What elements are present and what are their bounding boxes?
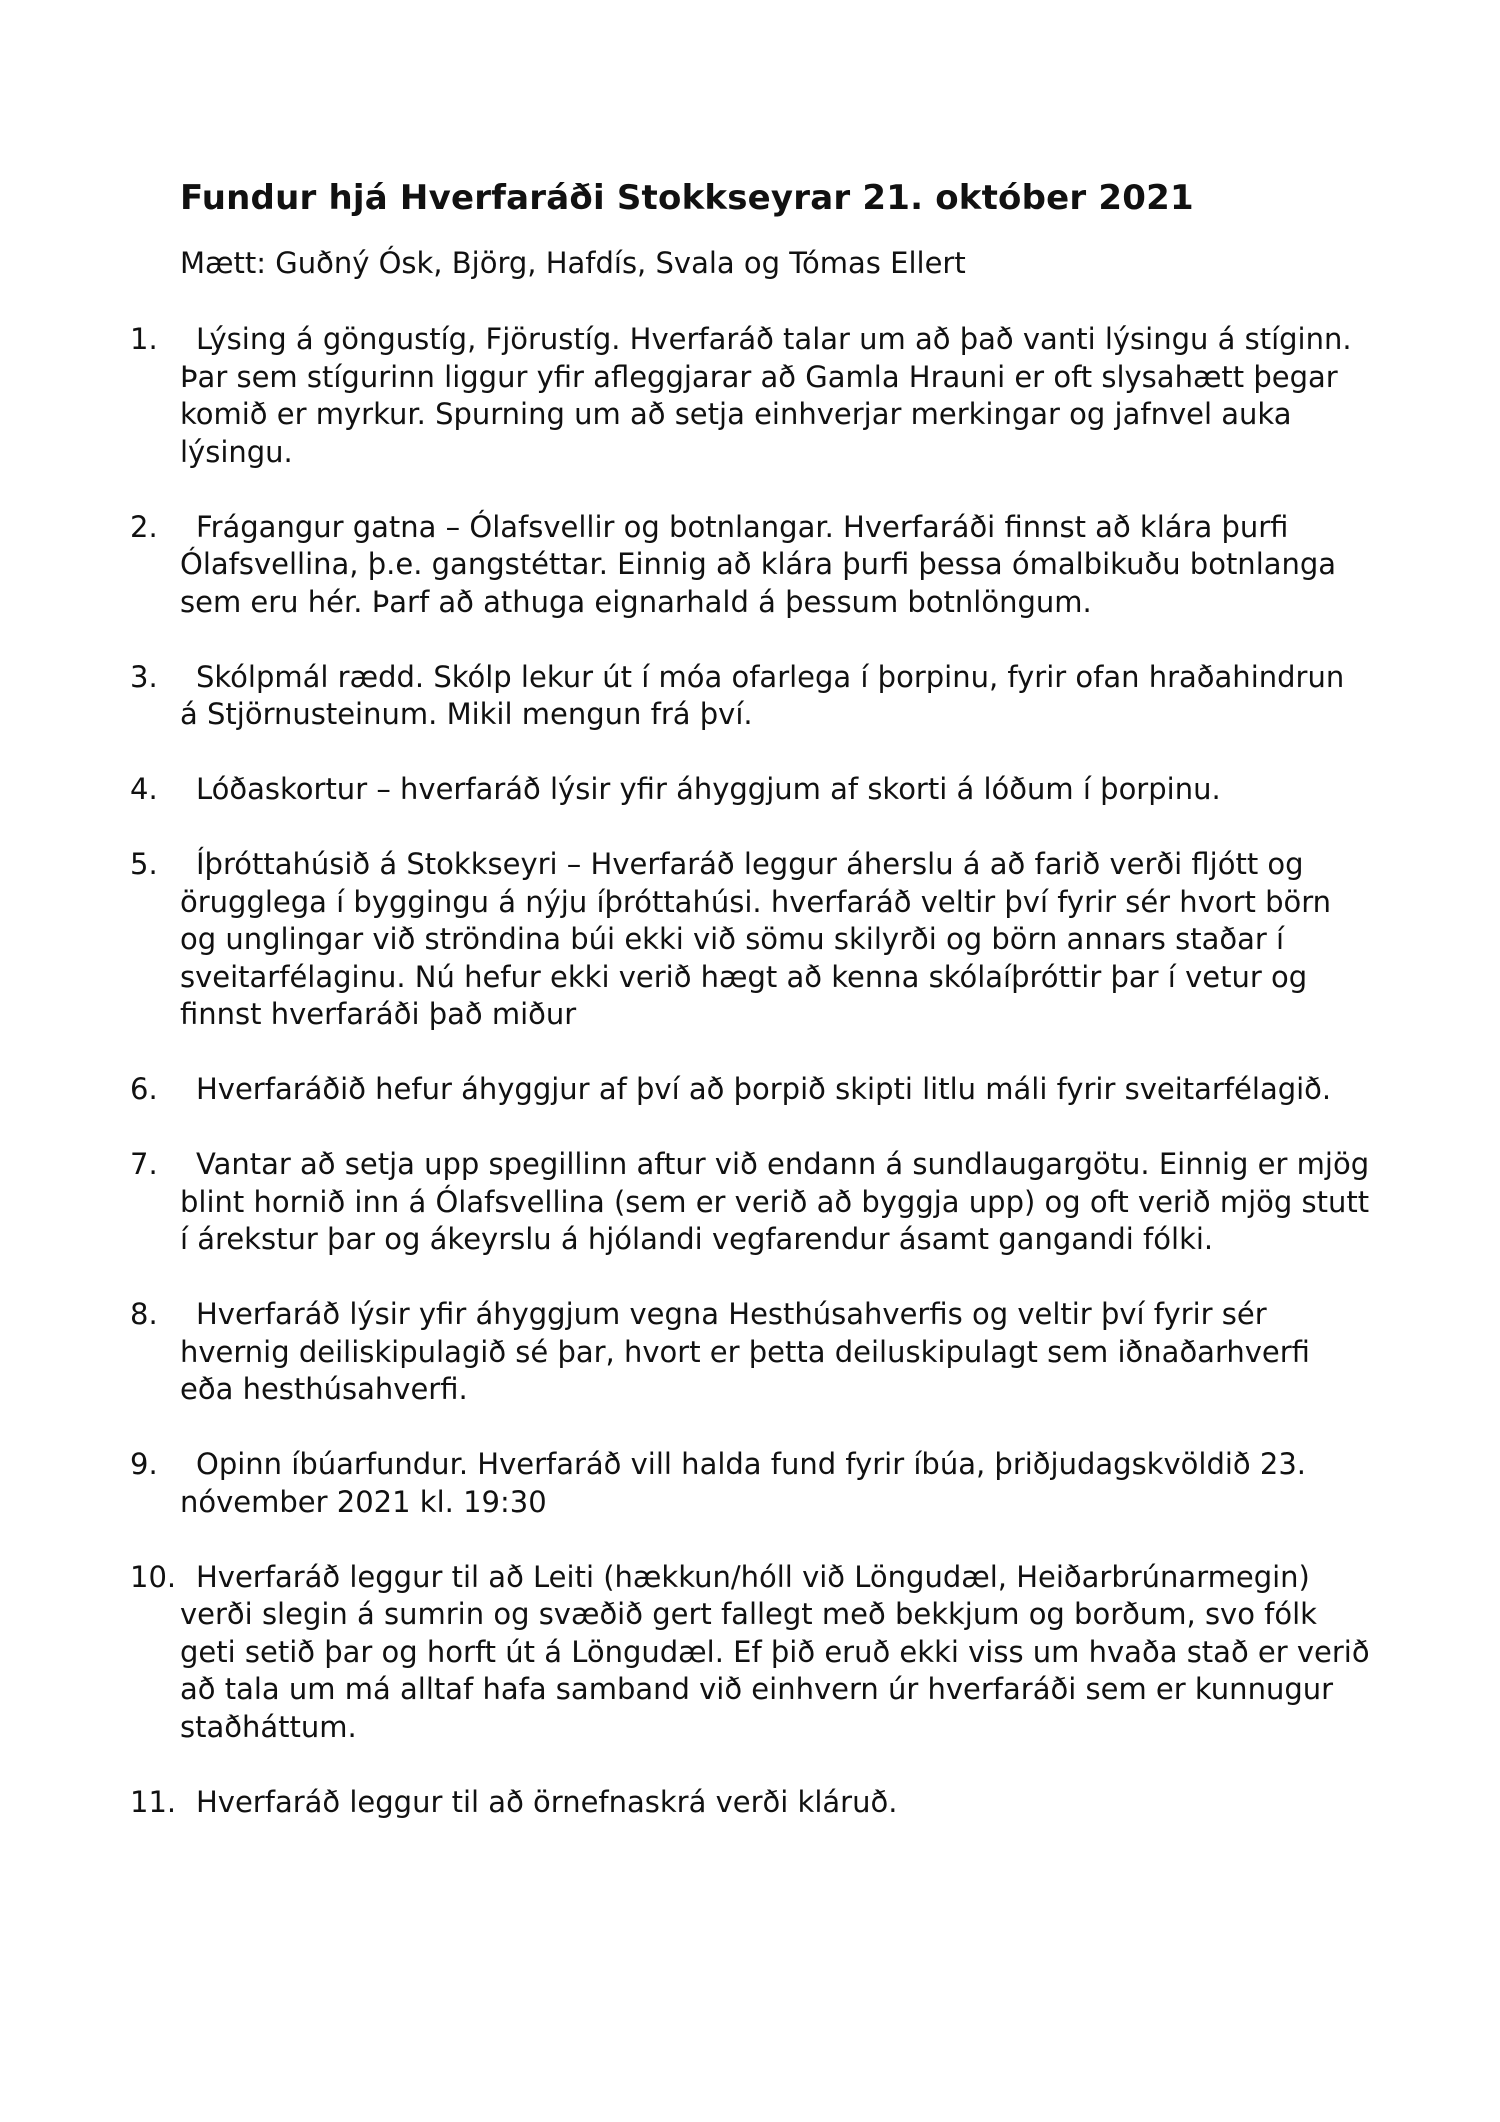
document-title: Fundur hjá Hverfaráði Stokkseyrar 21. október 2021: [180, 178, 1194, 218]
agenda-item-number: 3.: [130, 659, 158, 694]
agenda-item: [130, 1071, 1370, 1109]
attendees-line: Mætt: Guðný Ósk, Björg, Hafdís, Svala og Tómas Ellert: [180, 246, 966, 280]
agenda-item-number: 11.: [130, 1784, 177, 1819]
agenda-item: [130, 1559, 1370, 1747]
agenda-item: [130, 1146, 1370, 1259]
agenda-item-text: Hverfaráðið hefur áhyggjur af því að þorpið skipti litlu máli fyrir sveitarfélagið.: [196, 1072, 1332, 1106]
agenda-item: [130, 1446, 1370, 1521]
agenda-item: [130, 321, 1370, 471]
agenda-item-text: Skólpmál rædd. Skólp lekur út í móa ofarlega í þorpinu, fyrir ofan hraðahindrun á Stjörnusteinum. Mikil mengun frá því.: [180, 659, 1345, 731]
agenda-item-text: Opinn íbúarfundur. Hverfaráð vill halda fund fyrir íbúa, þriðjudagskvöldið 23. nóvember 2021 kl. 19:30: [180, 1447, 1306, 1519]
agenda-item-number: 8.: [130, 1297, 158, 1331]
agenda-item: [130, 1296, 1370, 1409]
agenda-item-number: 10.: [130, 1559, 177, 1594]
agenda-item-text: Hverfaráð leggur til að örnefnaskrá verði kláruð.: [196, 1784, 898, 1819]
agenda-item-number: 1.: [130, 322, 158, 356]
agenda-item-number: 6.: [130, 1072, 158, 1106]
agenda-item-number: 2.: [130, 509, 158, 544]
agenda-item: [130, 771, 1370, 809]
agenda-item-text: Hverfaráð leggur til að Leiti (hækkun/hóll við Löngudæl, Heiðarbrúnarmegin) verði slegin á sumrin og svæðið gert fallegt með bekkjum og borðum, svo fólk geti setið þar og horft út á Löngudæl. Ef þið eruð ekki viss um hvaða stað er verið að tala um má alltaf hafa samband við einhvern úr hverfaráði sem er kunnugur staðháttum.: [180, 1559, 1370, 1744]
agenda-item-number: 5.: [130, 847, 158, 881]
agenda-list: [130, 321, 1370, 1859]
agenda-item-text: Hverfaráð lýsir yfir áhyggjum vegna Hesthúsahverfis og veltir því fyrir sér hvernig deiliskipulagið sé þar, hvort er þetta deiluskipulagt sem iðnaðarhverfi eða hesthúsahverfi.: [180, 1297, 1310, 1406]
agenda-item-number: 7.: [130, 1147, 158, 1181]
agenda-item-text: Frágangur gatna – Ólafsvellir og botnlangar. Hverfaráði finnst að klára þurfi Ólafsvellina, þ.e. gangstéttar. Einnig að klára þurfi þessa ómalbikuðu botnlanga sem eru hér. Þarf að athuga eignarhald á þessum botnlöngum.: [180, 509, 1337, 619]
agenda-item: [130, 509, 1370, 622]
agenda-item: [130, 1784, 1370, 1822]
agenda-item: [130, 659, 1370, 734]
agenda-item-text: Lóðaskortur – hverfaráð lýsir yfir áhyggjum af skorti á lóðum í þorpinu.: [196, 772, 1221, 806]
agenda-item-text: Íþróttahúsið á Stokkseyri – Hverfaráð leggur áherslu á að farið verði fljótt og örugglega í byggingu á nýju íþróttahúsi. hverfaráð veltir því fyrir sér hvort börn og unglingar við ströndina búi ekki við sömu skilyrði og börn annars staðar í sveitarfélaginu. Nú hefur ekki verið hægt að kenna skólaíþróttir þar í vetur og finnst hverfaráði það miður: [180, 847, 1332, 1031]
agenda-item: [130, 846, 1370, 1034]
agenda-item-text: Vantar að setja upp spegillinn aftur við endann á sundlaugargötu. Einnig er mjög blint hornið inn á Ólafsvellina (sem er verið að byggja upp) og oft verið mjög stutt í árekstur þar og ákeyrslu á hjólandi vegfarendur ásamt gangandi fólki.: [180, 1147, 1370, 1256]
agenda-item-text: Lýsing á göngustíg, Fjörustíg. Hverfaráð talar um að það vanti lýsingu á stíginn. Þar sem stígurinn liggur yfir afleggjarar að Gamla Hrauni er oft slysahætt þegar komið er myrkur. Spurning um að setja einhverjar merkingar og jafnvel auka lýsingu.: [180, 322, 1352, 469]
agenda-item-number: 4.: [130, 772, 158, 806]
agenda-item-number: 9.: [130, 1447, 158, 1481]
